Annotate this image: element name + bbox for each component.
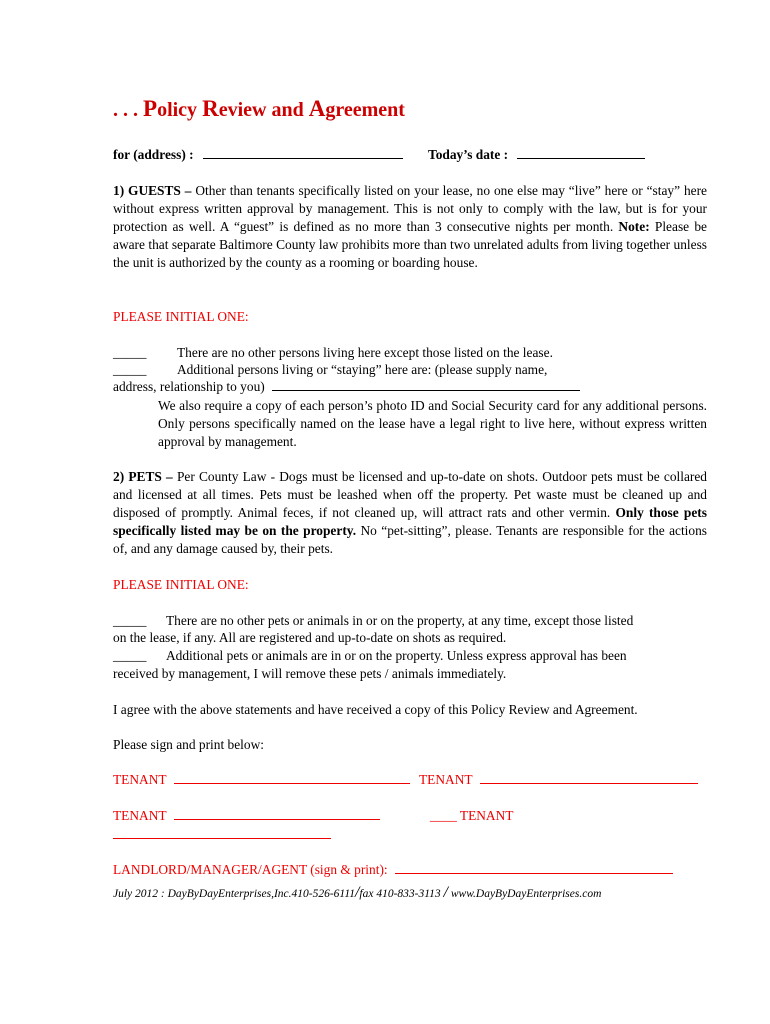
guests-text-2: Please be aware that separate Baltimore County law prohibits more than two unrelated adults from living together unless the unit is authorized by the county as a rooming or boarding house. <box>113 219 707 270</box>
guest-option-2-text-b: address, relationship to you) <box>113 379 265 394</box>
tenant-3-field[interactable] <box>174 807 380 820</box>
pets-text-1: Per County Law - Dogs must be licensed and up-to-date on shots. Outdoor pets must be collared and licensed at all times. Pets must be leashed when off the property. Pet waste must be cleaned up and disposed of promptly. Animal feces, if not cleaned up, will attract rats and other vermin. <box>113 469 707 520</box>
title-p-rest: olicy <box>157 99 198 121</box>
guests-note-label: Note: <box>618 219 650 234</box>
footer-part-1: July 2012 : DayByDayEnterprises,Inc.410-526-6111 <box>113 888 355 900</box>
guests-paragraph <box>113 182 707 272</box>
title-dots: . . . <box>113 99 138 121</box>
pet-option-2-blank-wrap <box>113 647 146 665</box>
address-label: for (address) : <box>113 147 194 162</box>
tenant-3-label: TENANT <box>113 808 167 823</box>
document-title <box>113 96 405 122</box>
pet-option-2-text-b: received by management, I will remove these pets / animals immediately. <box>113 666 507 681</box>
date-field[interactable] <box>517 146 645 159</box>
tenant-signature-3 <box>113 807 380 825</box>
pets-paragraph <box>113 468 707 558</box>
pets-heading: 2) PETS – <box>113 469 173 484</box>
date-label: Today’s date : <box>428 147 509 162</box>
guest-requirement: We also require a copy of each person’s photo ID and Social Security card for any additional persons. Only persons specifically named on the lease have a legal right to live here, without express written approval by management. <box>158 398 707 449</box>
guests-text-1: Other than tenants specifically listed on your lease, no one else may “live” here or “stay” here without express written approval by management. This is not only to comply with the law, but is for your protection as well. A “guest” is defined as no more than 3 consecutive nights per month. <box>113 183 707 234</box>
pet-option-1-text-b: on the lease, if any. All are registered and up-to-date on shots as required. <box>113 630 507 645</box>
title-r-rest: eview and <box>218 99 304 121</box>
pet-option-2-text-a: Additional pets or animals are in or on the property. Unless express approval has been <box>166 648 627 663</box>
guest-option-2-text: Additional persons living or “staying” here are: (please supply name, <box>177 362 548 377</box>
initial-one-label-2: PLEASE INITIAL ONE: <box>113 577 249 592</box>
tenant-1-label: TENANT <box>113 772 167 787</box>
guest-option-1-text: There are no other persons living here except those listed on the lease. <box>177 345 553 360</box>
landlord-field[interactable] <box>395 861 673 874</box>
address-date-row <box>113 146 403 164</box>
guest-option-2 <box>113 361 146 379</box>
tenant-signature-2 <box>419 771 698 789</box>
tenant-2-field[interactable] <box>480 771 698 784</box>
footer-part-3: www.DayByDayEnterprises.com <box>450 888 602 900</box>
pet-option-1-text-a: There are no other pets or animals in or on the property, at any time, except those listed <box>166 613 634 628</box>
title-a-rest: greement <box>325 99 405 121</box>
tenant-signature-4 <box>430 807 513 825</box>
footer-part-2: fax 410-833-3113 <box>359 888 441 900</box>
guest-option-2-cont <box>113 378 580 396</box>
guests-heading: 1) GUESTS – <box>113 183 192 198</box>
title-r-cap: R <box>202 96 219 121</box>
landlord-label: LANDLORD/MANAGER/AGENT (sign & print): <box>113 862 388 877</box>
footer-slash-2: / <box>443 884 448 901</box>
pet-option-1-blank[interactable]: _____ <box>113 613 147 628</box>
pets-text-2: No “pet-sitting”, please. Tenants are responsible for the actions of, and any damage caused by, their pets. <box>113 523 707 556</box>
initial-one-label-1: PLEASE INITIAL ONE: <box>113 309 249 324</box>
agreement-statement: I agree with the above statements and have received a copy of this Policy Review and Agreement. <box>113 702 638 717</box>
footer <box>113 884 601 902</box>
title-a-cap: A <box>308 96 326 121</box>
additional-persons-field[interactable] <box>272 378 580 391</box>
tenant-4-field[interactable] <box>113 838 331 839</box>
guest-option-1 <box>113 344 146 362</box>
guest-option-2-blank[interactable]: _____ <box>113 362 147 377</box>
address-field[interactable] <box>203 146 403 159</box>
pets-bold-text: Only those pets specifically listed may be on the property. <box>113 505 707 538</box>
footer-slash-1: / <box>354 884 360 901</box>
date-row <box>428 146 645 164</box>
landlord-signature <box>113 861 673 879</box>
sign-instruction: Please sign and print below: <box>113 737 264 752</box>
guest-option-1-blank[interactable]: _____ <box>113 345 147 360</box>
pet-option-1-blank-wrap <box>113 612 146 630</box>
tenant-4-label: TENANT <box>459 808 514 823</box>
tenant-1-field[interactable] <box>174 771 410 784</box>
tenant-signature-1 <box>113 771 410 789</box>
pet-option-2-blank[interactable]: _____ <box>113 648 147 663</box>
tenant-2-label: TENANT <box>419 772 473 787</box>
tenant-4-blank[interactable]: ____ <box>430 808 457 823</box>
title-p-cap: P <box>143 96 158 121</box>
